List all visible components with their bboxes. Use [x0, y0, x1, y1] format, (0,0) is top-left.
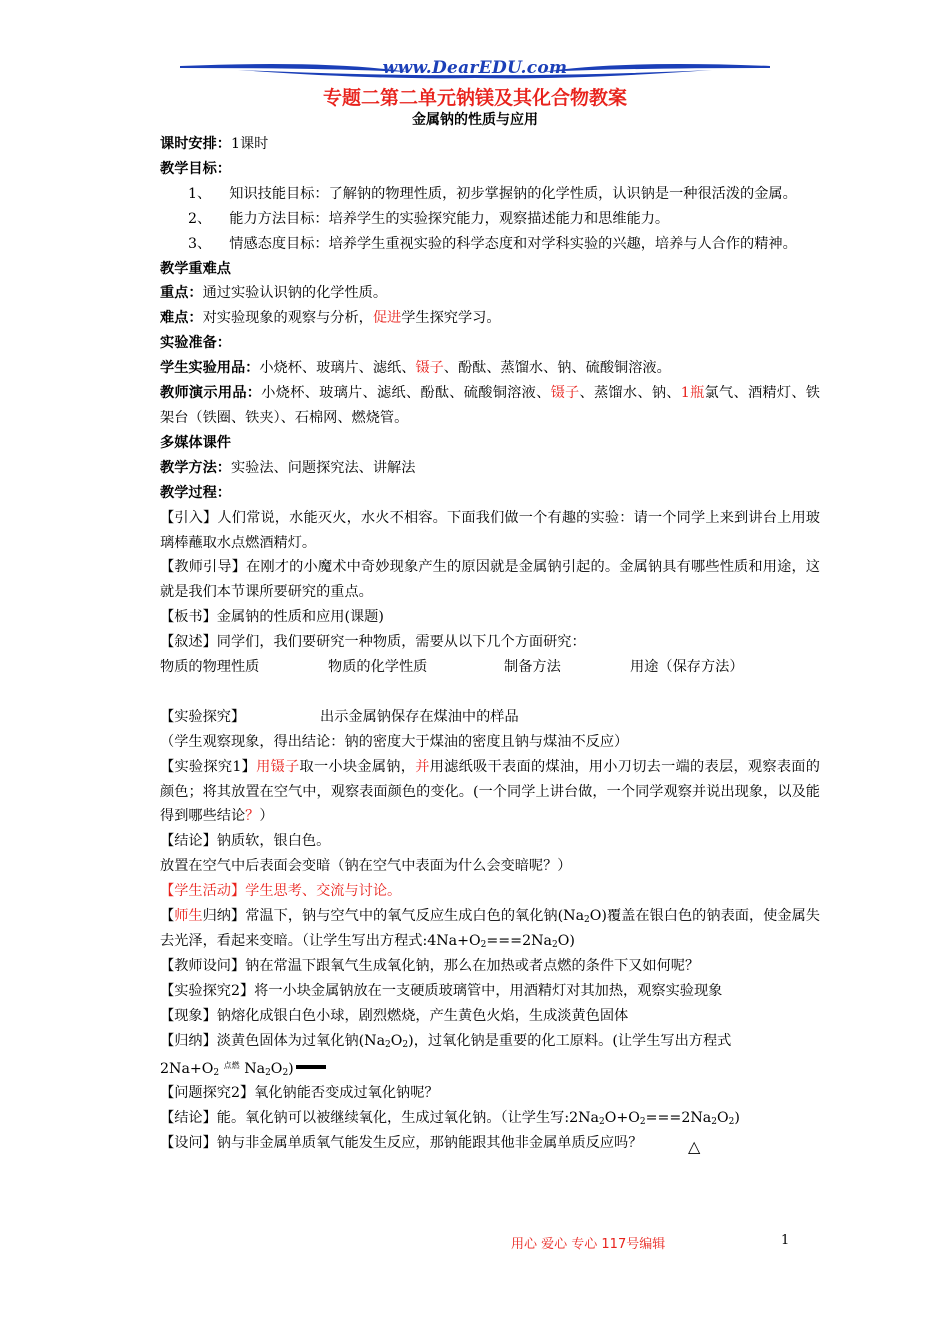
student-activity: 【学生活动】学生思考、交流与讨论。 [160, 883, 402, 900]
summary-2: 【归纳】淡黄色固体为过氧化钠$(Na_2O_2)$，过氧化钠是重要的化工原料。(让学生写出方程式 [160, 1032, 732, 1050]
summary-1: 【师生归纳】常温下，钠与空气中的氧气反应生成白色的氧化钠$(Na_2O)$覆盖在银白色的钠表面，使金属失去光泽，看起来变暗。（让学生写出方程式$:4Na+O_2===2Na_2O$) [160, 908, 820, 950]
experiment-1: 【实验探究1】用镊子取一小块金属钠，并用滤纸吸干表面的煤油，用小刀切去一端的表层，观察表面的颜色；将其放置在空气中，观察表面颜色的变化。(一个同学上讲台做，一个同学观察并说出现象，以及能得到哪些结论？） [160, 758, 820, 825]
prep-heading: 实验准备： [160, 335, 231, 352]
narrate-line: 【叙述】同学们，我们要研究一种物质，需要从以下几个方面研究： [160, 634, 586, 651]
student-materials: 学生实验用品：小烧杯、玻璃片、滤纸、镊子、酚酞、蒸馏水、钠、硫酸铜溶液。 [160, 360, 671, 377]
explore-line: 【实验探究】 出示金属钠保存在煤油中的样品 [160, 708, 519, 725]
document-title: 专题二第二单元钠镁及其化合物教案 [322, 87, 627, 109]
focus-line: 重点：通过实验认识钠的化学性质。 [160, 285, 388, 302]
keypoints-heading: 教学重难点 [160, 260, 231, 277]
site-url: www.DearEDU.com [382, 58, 568, 78]
board-line: 【板书】金属钠的性质和应用(课题) [160, 609, 384, 626]
difficulty-line: 难点：对实验现象的观察与分析，促进学生探究学习。 [160, 310, 501, 327]
heat-triangle-icon: △ [688, 1137, 701, 1156]
method-line: 教学方法：实验法、问题探究法、讲解法 [160, 459, 416, 476]
intro-paragraph: 【引入】人们常说，水能灭火，水火不相容。下面我们做一个有趣的实验：请一个同学上来到讲台上用玻璃棒蘸取水点燃酒精灯。 [160, 509, 820, 551]
process-heading: 教学过程： [160, 484, 231, 501]
conclusion-2: 【结论】能。氧化钠可以被继续氧化，生成过氧化钠。（让学生写$:2Na_2O+O_2===2Na_2O_2$) [160, 1110, 740, 1128]
aspects-row: 物质的物理性质 物质的化学性质 制备方法 用途（保存方法） [160, 659, 744, 676]
footer-slogan: 用心 爱心 专心 117号编辑 [511, 1237, 666, 1252]
equation-line: $2Na+O_2$ $^{点燃}$ $Na_2O_2$) [160, 1054, 820, 1082]
question-1: 【教师设问】钠在常温下跟氧气生成氧化钠，那么在加热或者点燃的条件下又如何呢？ [160, 957, 700, 974]
document-subtitle: 金属钠的性质与应用 [412, 112, 538, 128]
site-banner [178, 56, 772, 86]
goal-2: 2、 能力方法目标：培养学生的实验探究能力，观察描述能力和思维能力。 [188, 210, 670, 227]
experiment-2: 【实验探究2】将一小块金属钠放在一支硬质玻璃管中，用酒精灯对其加热，观察实验现象 [160, 982, 723, 999]
observe-line: （学生观察现象，得出结论：钠的密度大于煤油的密度且钠与煤油不反应） [160, 733, 629, 750]
teacher-materials: 教师演示用品：小烧杯、玻璃片、滤纸、酚酞、硫酸铜溶液、镊子、蒸馏水、钠、1瓶氯气、酒精灯、铁架台（铁圈、铁夹）、石棉网、燃烧管。 [160, 385, 820, 426]
goals-heading: 教学目标： [160, 160, 231, 177]
darken-line: 放置在空气中后表面会变暗（钠在空气中表面为什么会变暗呢？） [160, 858, 572, 875]
schedule-line: 课时安排：1课时 [160, 136, 269, 152]
reaction-arrow-icon [296, 1065, 326, 1069]
page-number: 1 [781, 1233, 790, 1248]
media-heading: 多媒体课件 [160, 434, 231, 451]
ask-3: 【设问】钠与非金属单质氧气能发生反应，那钠能跟其他非金属单质反应吗？ [160, 1135, 643, 1152]
conclusion-1: 【结论】钠质软，银白色。 [160, 833, 331, 850]
goal-1: 1、 知识技能目标：了解钠的物理性质，初步掌握钠的化学性质，认识钠是一种很活泼的金属。 [188, 185, 797, 202]
goal-3: 3、 情感态度目标：培养学生重视实验的科学态度和对学科实验的兴趣，培养与人合作的精神。 [188, 235, 797, 252]
guide-paragraph: 【教师引导】在刚才的小魔术中奇妙现象产生的原因就是金属钠引起的。金属钠具有哪些性质和用途，这就是我们本节课所要研究的重点。 [160, 559, 820, 601]
question-2: 【问题探究2】氧化钠能否变成过氧化钠呢？ [160, 1085, 439, 1102]
phenomenon-line: 【现象】钠熔化成银白色小球，剧烈燃烧，产生黄色火焰，生成淡黄色固体 [160, 1007, 629, 1024]
document-body [160, 132, 820, 1156]
